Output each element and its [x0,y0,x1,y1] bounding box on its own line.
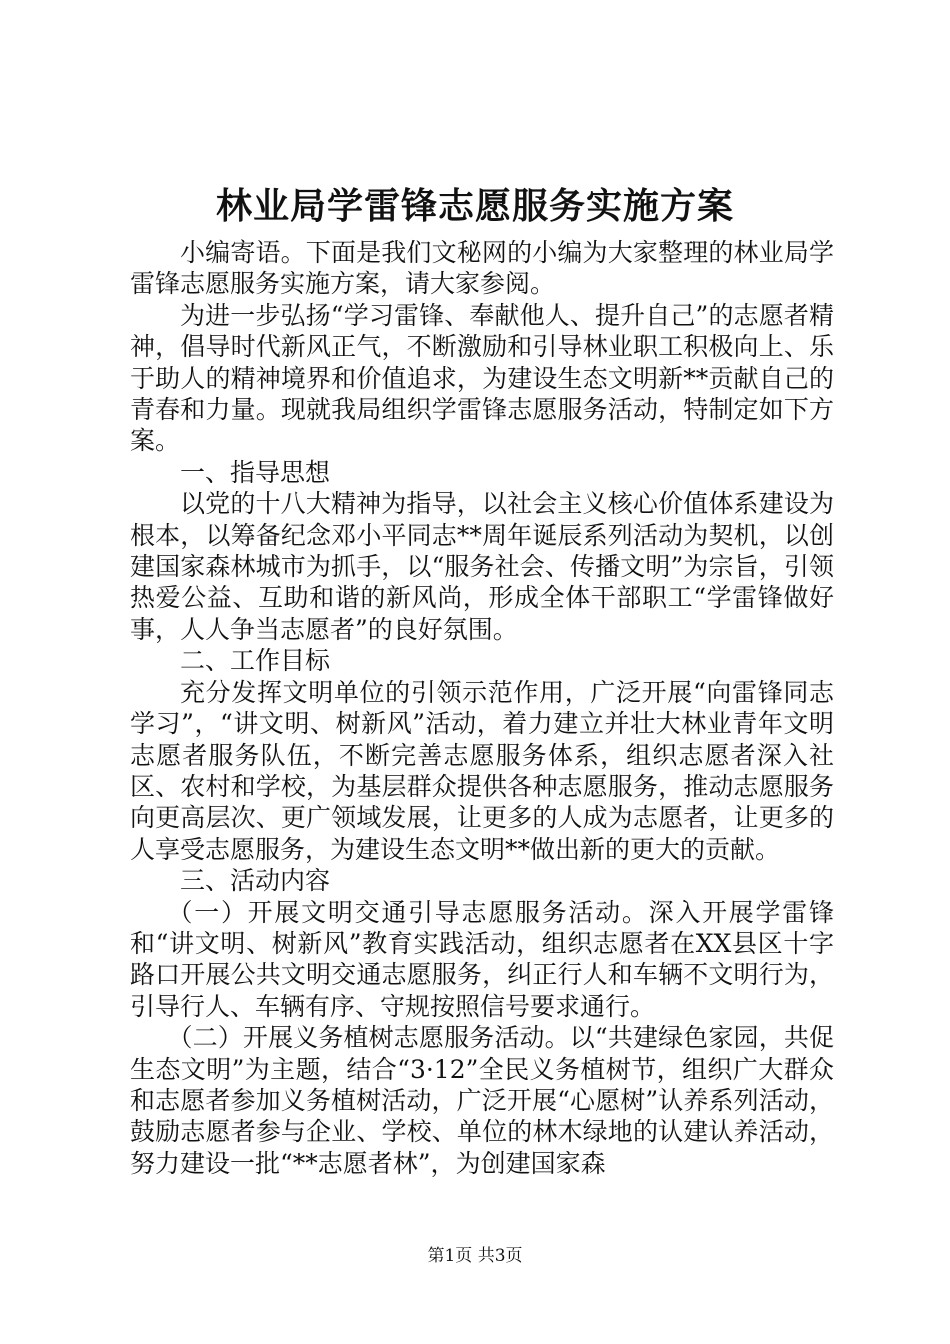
purpose-paragraph: 为进一步弘扬“学习雷锋、奉献他人、提升自己”的志愿者精神，倡导时代新风正气，不断激励和引导林业职工积极向上、乐于助人的精神境界和价值追求，为建设生态文明新**贡献自己的青春和力量。现就我局组织学雷锋志愿服务活动，特制定如下方案。 [130,300,834,456]
section-heading-work-goals: 二、工作目标 [180,646,331,676]
guiding-ideology-paragraph: 以党的十八大精神为指导，以社会主义核心价值体系建设为根本，以筹备纪念邓小平同志**周年诞辰系列活动为契机，以创建国家森林城市为抓手，以“服务社会、传播文明”为宗旨，引领热爱公益、互助和谐的新风尚，形成全体干部职工“学雷锋做好事，人人争当志愿者”的良好氛围。 [130,489,834,644]
page-footer: 第1页 共3页 [427,1246,523,1266]
activity-item-traffic: （一）开展文明交通引导志愿服务活动。深入开展学雷锋和“讲文明、树新风”教育实践活动，组织志愿者在XX县区十字路口开展公共文明交通志愿服务，纠正行人和车辆不文明行为，引导行人、车辆有序、守规按照信号要求通行。 [130,897,834,1021]
document-body [130,237,834,1179]
intro-paragraph: 小编寄语。下面是我们文秘网的小编为大家整理的林业局学雷锋志愿服务实施方案，请大家参阅。 [130,238,834,299]
section-heading-guiding-ideology: 一、指导思想 [180,457,331,487]
work-goals-paragraph: 充分发挥文明单位的引领示范作用，广泛开展“向雷锋同志学习”，“讲文明、树新风”活动，着力建立并壮大林业青年文明志愿者服务队伍，不断完善志愿服务体系，组织志愿者深入社区、农村和学校，为基层群众提供各种志愿服务，推动志愿服务向更高层次、更广领域发展，让更多的人成为志愿者，让更多的人享受志愿服务，为建设生态文明**做出新的更大的贡献。 [130,677,834,864]
section-heading-activity-content: 三、活动内容 [180,866,331,896]
activity-item-tree-planting: （二）开展义务植树志愿服务活动。以“共建绿色家园，共促生态文明”为主题，结合“3·12”全民义务植树节，组织广大群众和志愿者参加义务植树活动，广泛开展“心愿树”认养系列活动，鼓励志愿者参与企业、学校、单位的林木绿地的认建认养活动，努力建设一批“**志愿者林”，为创建国家森 [130,1023,834,1178]
document-title: 林业局学雷锋志愿服务实施方案 [215,185,734,227]
